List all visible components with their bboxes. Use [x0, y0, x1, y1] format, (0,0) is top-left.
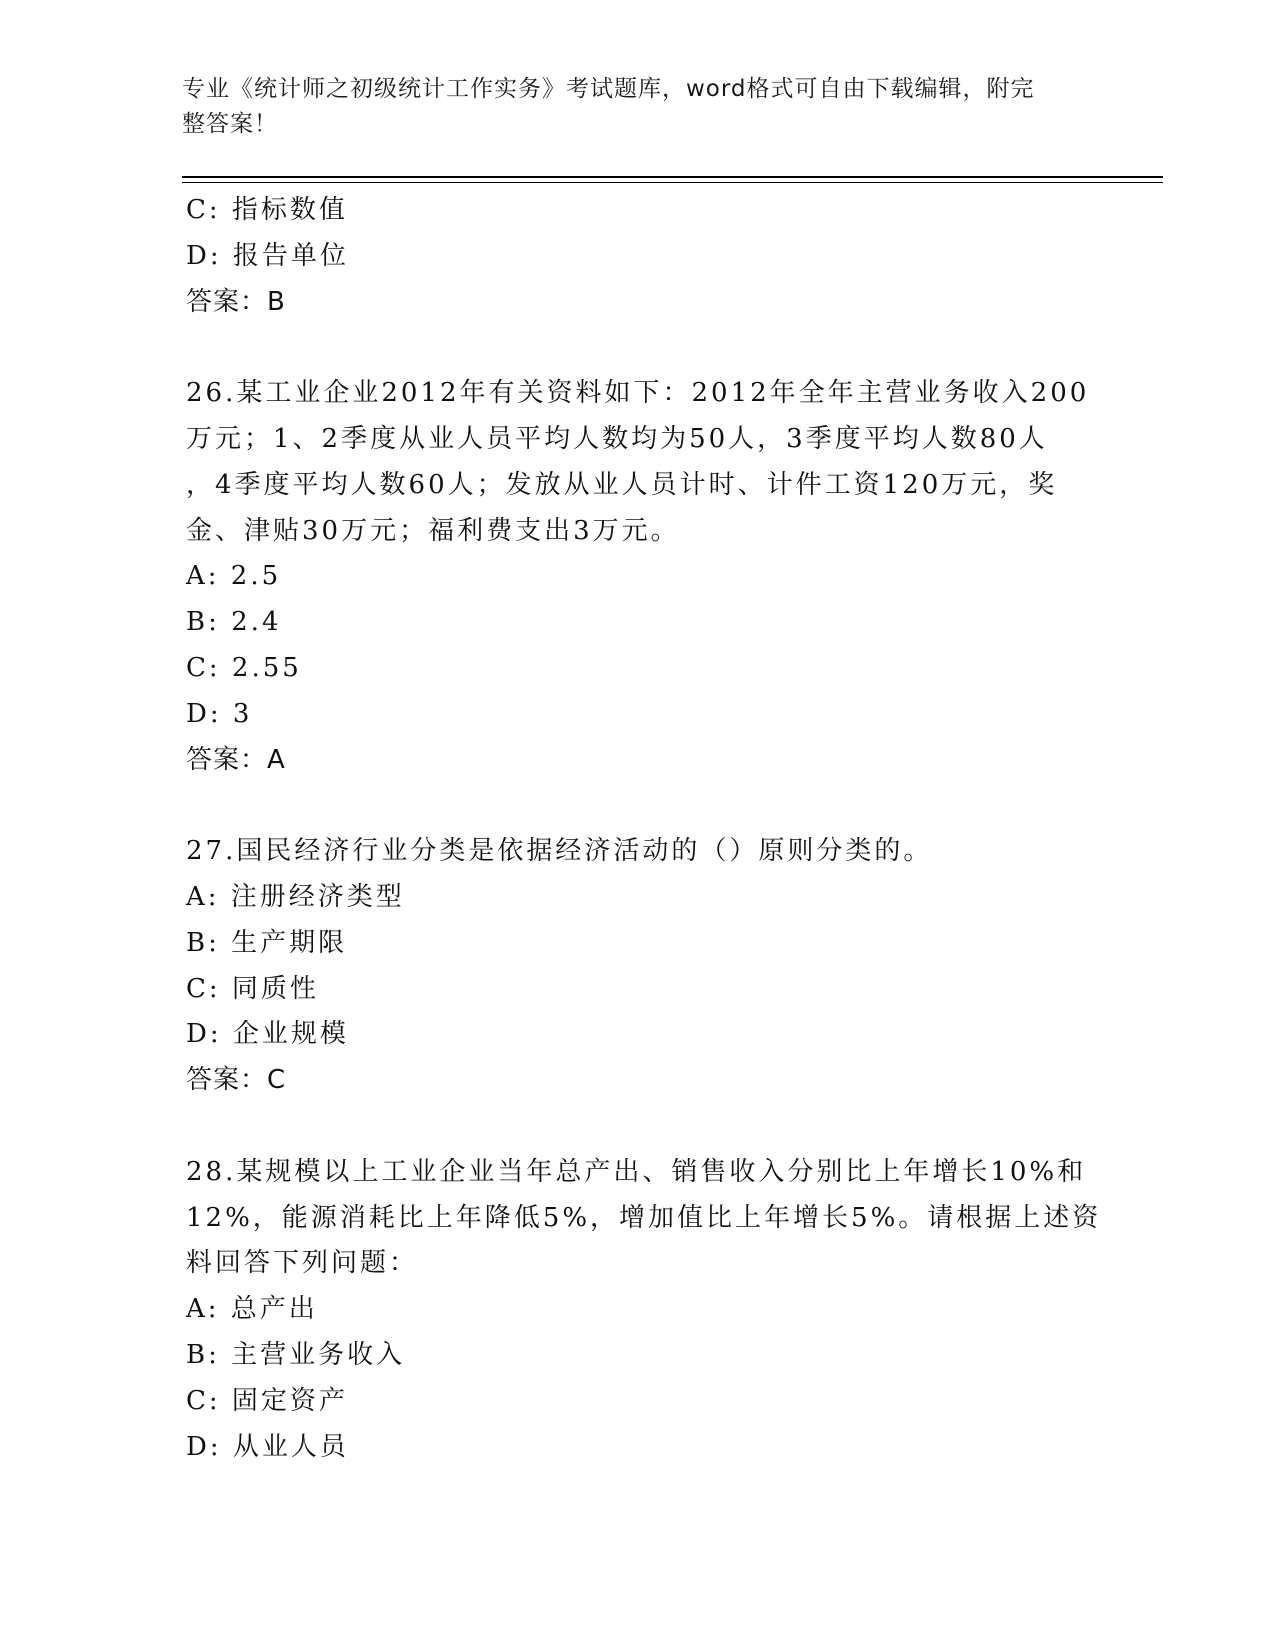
header-line-2: 整答案！ — [182, 111, 278, 137]
q26-option-a: A: 2.5 — [186, 561, 282, 592]
q28-stem-line-2: 12%，能源消耗比上年降低5%，增加值比上年增长5%。请根据上述资 — [186, 1202, 1102, 1233]
question-26 — [186, 371, 1090, 783]
q25-answer: 答案：B — [186, 286, 286, 317]
question-28 — [186, 1150, 1102, 1471]
q28-option-b: B: 主营业务收入 — [186, 1339, 406, 1370]
q26-stem-line-1: 26.某工业企业2012年有关资料如下：2012年全年主营业务收入200 — [186, 378, 1090, 409]
q27-option-b: B: 生产期限 — [186, 927, 348, 958]
header-line-1: 专业《统计师之初级统计工作实务》考试题库，word格式可自由下载编辑，附完 — [182, 76, 1035, 102]
q26-option-c: C: 2.55 — [186, 652, 302, 683]
q28-option-a: A: 总产出 — [186, 1294, 318, 1325]
q26-stem-line-3: ，4季度平均人数60人；发放从业人员计时、计件工资120万元，奖 — [186, 469, 1058, 500]
header-rule-thick — [182, 176, 1163, 178]
q26-option-d: D: 3 — [186, 698, 253, 729]
q27-option-d: D: 企业规模 — [186, 1019, 349, 1050]
q26-stem-line-4: 金、津贴30万元；福利费支出3万元。 — [186, 515, 680, 546]
document-body — [186, 188, 1102, 1470]
header-rule-thin — [182, 182, 1163, 183]
q27-answer: 答案：C — [186, 1065, 287, 1096]
spacer — [186, 325, 1086, 371]
q26-option-b: B: 2.4 — [186, 607, 282, 638]
q28-option-c: C: 固定资产 — [186, 1385, 348, 1416]
q28-stem-line-3: 料回答下列问题： — [186, 1248, 419, 1279]
q27-option-a: A: 注册经济类型 — [186, 881, 405, 912]
q26-stem-line-2: 万元；1、2季度从业人员平均人数均为50人，3季度平均人数80人 — [186, 423, 1048, 454]
question-25-tail — [186, 188, 1086, 325]
q25-option-d: D: 报告单位 — [186, 240, 349, 271]
q27-stem-line-1: 27.国民经济行业分类是依据经济活动的（）原则分类的。 — [186, 836, 933, 867]
q27-option-c: C: 同质性 — [186, 973, 319, 1004]
spacer — [186, 783, 1086, 829]
q28-option-d: D: 从业人员 — [186, 1431, 349, 1462]
page-header — [182, 72, 1062, 142]
q26-answer: 答案：A — [186, 744, 286, 775]
q28-stem-line-1: 28.某规模以上工业企业当年总产出、销售收入分别比上年增长10%和 — [186, 1156, 1087, 1187]
q25-option-c: C: 指标数值 — [186, 195, 348, 225]
spacer — [186, 1104, 1086, 1150]
question-27 — [186, 829, 1086, 1104]
